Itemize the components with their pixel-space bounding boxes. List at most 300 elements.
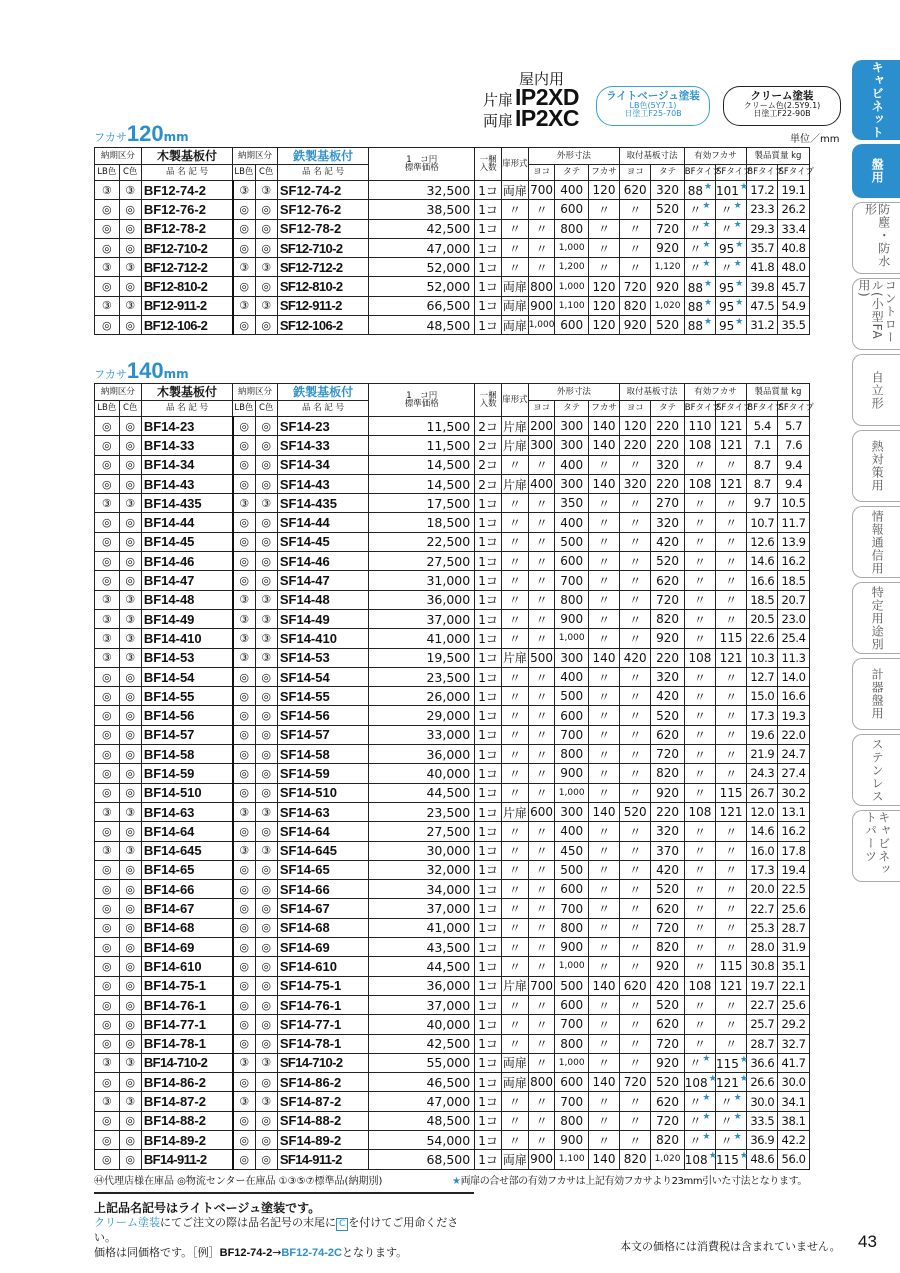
- wood-code: BF14-54: [141, 667, 232, 686]
- delivery-lb: ③: [233, 609, 255, 628]
- delivery-c: ◎: [255, 238, 277, 257]
- col-fukasa: フカサ: [588, 165, 619, 181]
- eff-depth-sf: [716, 200, 747, 219]
- outer-height: 700: [555, 1092, 588, 1111]
- outer-height: 900: [555, 938, 588, 957]
- delivery-c: ◎: [119, 219, 141, 238]
- col-steel-board: 鉄製基板付: [277, 148, 368, 165]
- weight-sf: 29.2: [778, 1015, 809, 1034]
- col-price-top: 1 コ: [406, 390, 429, 401]
- eff-depth-bf-value: 〃: [693, 747, 706, 762]
- weight-bf: 10.7: [747, 513, 778, 532]
- table-row: [95, 200, 841, 219]
- outer-depth: 〃: [588, 532, 619, 551]
- table-row: [95, 571, 841, 590]
- weight-bf: 8.7: [747, 455, 778, 474]
- delivery-c: ◎: [255, 1034, 277, 1053]
- star-icon: ★: [702, 1054, 711, 1065]
- eff-depth-sf-value: 〃: [725, 940, 738, 955]
- outer-width: 〃: [528, 860, 555, 879]
- mount-height: 720: [651, 219, 684, 238]
- delivery-lb: ◎: [233, 417, 255, 436]
- col-lb: LB色: [95, 165, 120, 181]
- mount-height: 320: [651, 513, 684, 532]
- eff-depth-sf: [716, 764, 747, 783]
- eff-depth-bf-value: 〃: [689, 241, 702, 256]
- eff-depth-bf-value: 〃: [693, 786, 706, 801]
- mount-width: 520: [620, 802, 651, 821]
- weight-sf: 38.1: [778, 1111, 809, 1130]
- eff-depth-bf: [684, 1092, 715, 1111]
- tab-2[interactable]: [852, 202, 900, 274]
- eff-depth-bf-value: 〃: [689, 260, 702, 275]
- delivery-lb: ◎: [95, 513, 120, 532]
- outer-depth: 〃: [588, 667, 619, 686]
- weight-bf: 10.3: [747, 648, 778, 667]
- door-type: 片扉: [501, 976, 528, 995]
- weight-sf: 26.2: [778, 200, 809, 219]
- steel-code: SF14-68: [277, 918, 368, 937]
- info-line-3-end: となります。: [341, 1245, 408, 1259]
- eff-depth-sf: [716, 474, 747, 493]
- outer-depth: 140: [588, 1073, 619, 1092]
- mount-height: 1,020: [651, 1150, 684, 1169]
- eff-depth-sf: [716, 494, 747, 513]
- col-sf: SFタイプ: [716, 401, 747, 417]
- eff-depth-sf: [716, 648, 747, 667]
- pack-qty: 1コ: [475, 899, 502, 918]
- price: 46,500: [369, 1073, 475, 1092]
- pack-qty: 1コ: [475, 725, 502, 744]
- door-type: 両扉: [501, 181, 528, 200]
- wood-code: BF14-911-2: [141, 1150, 232, 1169]
- mount-height: 320: [651, 181, 684, 200]
- delivery-lb: ◎: [233, 667, 255, 686]
- delivery-lb: ◎: [95, 938, 120, 957]
- steel-code: SF12-76-2: [277, 200, 368, 219]
- col-depth-eff: 有効フカサ: [684, 384, 746, 401]
- tab-3[interactable]: [852, 278, 900, 350]
- tab-label: キャビネットパーツ: [863, 811, 891, 876]
- weight-bf: 19.6: [747, 725, 778, 744]
- delivery-c: ◎: [119, 667, 141, 686]
- delivery-c: ◎: [119, 200, 141, 219]
- eff-depth-sf: [716, 277, 747, 296]
- col-bf: BFタイプ: [684, 165, 715, 181]
- delivery-c: ◎: [119, 880, 141, 899]
- wood-code: BF14-58: [141, 745, 232, 764]
- door-type: 〃: [501, 880, 528, 899]
- tab-4[interactable]: [852, 354, 900, 426]
- steel-code: SF14-410: [277, 629, 368, 648]
- weight-sf: 19.3: [778, 706, 809, 725]
- weight-bf: 12.0: [747, 802, 778, 821]
- tab-label: ステンレス: [870, 737, 885, 803]
- delivery-c: ◎: [255, 706, 277, 725]
- delivery-lb: ◎: [233, 764, 255, 783]
- outer-depth: 〃: [588, 745, 619, 764]
- eff-depth-sf: [716, 513, 747, 532]
- example-code: BF12-74-2: [219, 1246, 273, 1259]
- delivery-c: ◎: [119, 725, 141, 744]
- table-row: [95, 1053, 841, 1072]
- col-code: 品 名 記 号: [277, 165, 368, 181]
- price: 66,500: [369, 296, 475, 315]
- mount-width: 〃: [620, 219, 651, 238]
- door-type: 両扉: [501, 1073, 528, 1092]
- weight-sf: 24.7: [778, 745, 809, 764]
- door-type: 片扉: [501, 474, 528, 493]
- weight-bf: 41.8: [747, 258, 778, 277]
- outer-width: 〃: [528, 258, 555, 277]
- delivery-c: ③: [119, 648, 141, 667]
- wood-code: BF14-75-1: [141, 976, 232, 995]
- tab-7[interactable]: [852, 582, 900, 654]
- eff-depth-sf: [716, 783, 747, 802]
- steel-code: SF14-33: [277, 436, 368, 455]
- eff-depth-bf: [684, 238, 715, 257]
- delivery-c: ③: [255, 296, 277, 315]
- weight-bf: 9.7: [747, 494, 778, 513]
- eff-depth-sf-value: 〃: [725, 747, 738, 762]
- tab-1[interactable]: [852, 144, 900, 198]
- weight-sf: 18.5: [778, 571, 809, 590]
- outer-height: 800: [555, 219, 588, 238]
- eff-depth-sf: [716, 687, 747, 706]
- table-row: [95, 918, 841, 937]
- delivery-c: ◎: [255, 552, 277, 571]
- delivery-lb: ③: [95, 181, 120, 200]
- weight-bf: 28.7: [747, 1034, 778, 1053]
- eff-depth-sf: [716, 976, 747, 995]
- door-type: 〃: [501, 667, 528, 686]
- weight-sf: 17.8: [778, 841, 809, 860]
- outer-width: 〃: [528, 667, 555, 686]
- wood-code: BF14-33: [141, 436, 232, 455]
- pack-qty: 1コ: [475, 513, 502, 532]
- outer-depth: 〃: [588, 258, 619, 277]
- weight-bf: 20.0: [747, 880, 778, 899]
- steel-code: SF12-911-2: [277, 296, 368, 315]
- weight-bf: 33.5: [747, 1111, 778, 1130]
- delivery-lb: ◎: [233, 860, 255, 879]
- delivery-c: ◎: [255, 745, 277, 764]
- section-depth: 120: [126, 121, 164, 146]
- price: 36,000: [369, 590, 475, 609]
- eff-depth-bf-value: 〃: [693, 940, 706, 955]
- mount-width: 〃: [620, 1034, 651, 1053]
- col-pack-top: 一梱: [479, 390, 497, 401]
- eff-depth-sf-value: 121: [719, 438, 743, 453]
- eff-depth-sf-value: 〃: [725, 574, 738, 589]
- wood-code: BF14-86-2: [141, 1073, 232, 1092]
- door-type: 〃: [501, 918, 528, 937]
- mount-height: 220: [651, 417, 684, 436]
- weight-sf: 22.0: [778, 725, 809, 744]
- outer-depth: 〃: [588, 822, 619, 841]
- weight-sf: 30.2: [778, 783, 809, 802]
- delivery-c: ③: [119, 296, 141, 315]
- outer-depth: 〃: [588, 219, 619, 238]
- steel-code: SF14-65: [277, 860, 368, 879]
- eff-depth-sf-value: 〃: [725, 921, 738, 936]
- eff-depth-sf-value: 121: [719, 978, 743, 993]
- delivery-c: ◎: [255, 822, 277, 841]
- eff-depth-sf-value: 〃: [720, 202, 733, 217]
- steel-code: SF14-54: [277, 667, 368, 686]
- wood-code: BF14-64: [141, 822, 232, 841]
- table-row: [95, 880, 841, 899]
- eff-depth-bf-value: 〃: [693, 902, 706, 917]
- door-type: 〃: [501, 841, 528, 860]
- delivery-c: ◎: [255, 860, 277, 879]
- outer-width: 〃: [528, 938, 555, 957]
- outer-depth: 〃: [588, 687, 619, 706]
- outer-height: 300: [555, 648, 588, 667]
- series-double-prefix: 両扉: [483, 112, 514, 130]
- mount-width: 〃: [620, 1015, 651, 1034]
- price: 14,500: [369, 474, 475, 493]
- wood-code: BF14-59: [141, 764, 232, 783]
- mount-width: 〃: [620, 1053, 651, 1072]
- wood-code: BF14-63: [141, 802, 232, 821]
- outer-width: 〃: [528, 629, 555, 648]
- eff-depth-sf-value: 〃: [725, 998, 738, 1013]
- weight-sf: 28.7: [778, 918, 809, 937]
- delivery-lb: ◎: [95, 474, 120, 493]
- tab-label: 自立形: [870, 370, 885, 410]
- eff-depth-bf-value: 110: [688, 419, 712, 434]
- eff-depth-bf-value: 〃: [689, 1056, 702, 1071]
- pack-qty: 1コ: [475, 995, 502, 1014]
- col-wood-board: 木製基板付: [141, 384, 232, 401]
- tab-9[interactable]: [852, 734, 900, 806]
- steel-code: SF14-75-1: [277, 976, 368, 995]
- door-type: 〃: [501, 995, 528, 1014]
- door-type: 〃: [501, 860, 528, 879]
- wood-code: BF14-43: [141, 474, 232, 493]
- star-icon: ★: [702, 200, 711, 211]
- eff-depth-sf-value: 〃: [725, 882, 738, 897]
- mount-height: 820: [651, 609, 684, 628]
- eff-depth-sf: [716, 552, 747, 571]
- steel-code: SF14-510: [277, 783, 368, 802]
- col-price-unit: 円: [428, 390, 438, 401]
- eff-depth-sf: [716, 238, 747, 257]
- weight-sf: 14.0: [778, 667, 809, 686]
- star-icon: ★: [708, 1151, 717, 1162]
- door-type: 両扉: [501, 277, 528, 296]
- delivery-lb: ③: [233, 494, 255, 513]
- delivery-c: ◎: [119, 783, 141, 802]
- weight-bf: 19.7: [747, 976, 778, 995]
- outer-depth: 120: [588, 181, 619, 200]
- delivery-c: ③: [255, 258, 277, 277]
- mount-height: 220: [651, 802, 684, 821]
- price: 54,000: [369, 1130, 475, 1149]
- outer-depth: 〃: [588, 995, 619, 1014]
- eff-depth-bf: [684, 181, 715, 200]
- delivery-lb: ◎: [233, 277, 255, 296]
- delivery-lb: ◎: [233, 238, 255, 257]
- steel-code: SF14-58: [277, 745, 368, 764]
- eff-depth-sf: [716, 436, 747, 455]
- weight-sf: 35.1: [778, 957, 809, 976]
- eff-depth-bf-value: 〃: [693, 593, 706, 608]
- wood-code: BF14-67: [141, 899, 232, 918]
- outer-width: 〃: [528, 1092, 555, 1111]
- outer-width: 〃: [528, 957, 555, 976]
- steel-code: SF14-76-1: [277, 995, 368, 1014]
- steel-code: SF12-712-2: [277, 258, 368, 277]
- table-row: [95, 316, 841, 335]
- steel-code: SF12-74-2: [277, 181, 368, 200]
- outer-depth: 〃: [588, 957, 619, 976]
- delivery-lb: ◎: [95, 417, 120, 436]
- delivery-c: ◎: [255, 725, 277, 744]
- mount-height: 270: [651, 494, 684, 513]
- wood-code: BF12-810-2: [141, 277, 232, 296]
- price: 32,000: [369, 860, 475, 879]
- outer-height: 400: [555, 455, 588, 474]
- delivery-lb: ③: [233, 258, 255, 277]
- eff-depth-sf: [716, 296, 747, 315]
- col-pack-top: 一梱: [479, 154, 497, 165]
- outer-depth: 〃: [588, 629, 619, 648]
- outer-width: 〃: [528, 706, 555, 725]
- wood-code: BF14-46: [141, 552, 232, 571]
- eff-depth-bf: [684, 513, 715, 532]
- delivery-lb: ◎: [95, 880, 120, 899]
- outer-width: 〃: [528, 219, 555, 238]
- mount-width: 〃: [620, 258, 651, 277]
- spec-table-120: [94, 147, 841, 335]
- section-label: フカサ: [94, 368, 127, 381]
- series-single-prefix: 片扉: [483, 91, 514, 109]
- eff-depth-sf: [716, 629, 747, 648]
- price: 48,500: [369, 316, 475, 335]
- outer-height: 700: [555, 571, 588, 590]
- delivery-c: ◎: [255, 899, 277, 918]
- mount-height: 720: [651, 1034, 684, 1053]
- door-type: 〃: [501, 822, 528, 841]
- c-suffix-badge: C: [336, 1218, 348, 1230]
- table-row: [95, 1092, 841, 1111]
- tab-5[interactable]: [852, 430, 900, 502]
- delivery-lb: ◎: [95, 687, 120, 706]
- tax-note: 本文の価格には消費税は含まれていません。: [620, 1240, 841, 1253]
- pack-qty: 1コ: [475, 687, 502, 706]
- weight-sf: 31.9: [778, 938, 809, 957]
- eff-depth-bf: [684, 436, 715, 455]
- delivery-lb: ③: [233, 296, 255, 315]
- eff-depth-sf: [716, 1150, 747, 1169]
- delivery-lb: ◎: [233, 745, 255, 764]
- outer-depth: 〃: [588, 725, 619, 744]
- outer-height: 600: [555, 200, 588, 219]
- delivery-c: ③: [119, 494, 141, 513]
- outer-height: 500: [555, 532, 588, 551]
- table-row: [95, 745, 841, 764]
- mount-width: 〃: [620, 841, 651, 860]
- outer-width: 〃: [528, 238, 555, 257]
- steel-code: SF14-86-2: [277, 1073, 368, 1092]
- outer-depth: 140: [588, 474, 619, 493]
- door-type: 〃: [501, 590, 528, 609]
- delivery-c: ◎: [255, 316, 277, 335]
- eff-depth-sf-value: 〃: [720, 260, 733, 275]
- tab-10[interactable]: [852, 810, 900, 882]
- delivery-c: ◎: [255, 571, 277, 590]
- eff-depth-bf-value: 108: [688, 650, 712, 665]
- delivery-c: ◎: [119, 417, 141, 436]
- delivery-lb: ③: [95, 590, 120, 609]
- weight-sf: 48.0: [778, 258, 809, 277]
- mount-height: 420: [651, 532, 684, 551]
- mount-height: 370: [651, 841, 684, 860]
- col-fukasa: フカサ: [588, 401, 619, 417]
- outer-width: 〃: [528, 1130, 555, 1149]
- eff-depth-bf-value: 〃: [693, 574, 706, 589]
- door-type: 両扉: [501, 296, 528, 315]
- delivery-c: ◎: [255, 667, 277, 686]
- delivery-lb: ◎: [233, 436, 255, 455]
- outer-height: 1,000: [555, 238, 588, 257]
- outer-height: 400: [555, 667, 588, 686]
- col-delivery: 納期区分: [95, 384, 142, 401]
- delivery-lb: ◎: [233, 571, 255, 590]
- delivery-lb: ◎: [233, 899, 255, 918]
- mount-width: 〃: [620, 494, 651, 513]
- weight-bf: 16.6: [747, 571, 778, 590]
- steel-code: SF14-53: [277, 648, 368, 667]
- mount-width: 320: [620, 474, 651, 493]
- delivery-lb: ◎: [95, 219, 120, 238]
- delivery-lb: ◎: [233, 783, 255, 802]
- delivery-c: ◎: [255, 1015, 277, 1034]
- mount-height: 720: [651, 1111, 684, 1130]
- tab-label: 熱対策用: [870, 440, 885, 492]
- wood-code: BF14-23: [141, 417, 232, 436]
- price: 44,500: [369, 957, 475, 976]
- pack-qty: 1コ: [475, 609, 502, 628]
- mount-height: 320: [651, 455, 684, 474]
- pack-qty: 1コ: [475, 258, 502, 277]
- eff-depth-sf-value: 〃: [720, 222, 733, 237]
- eff-depth-sf-value: 〃: [725, 863, 738, 878]
- eff-depth-sf: [716, 181, 747, 200]
- outer-depth: 140: [588, 1150, 619, 1169]
- col-code: 品 名 記 号: [277, 401, 368, 417]
- door-type: 〃: [501, 258, 528, 277]
- col-price: [369, 384, 475, 417]
- tab-6[interactable]: [852, 506, 900, 578]
- door-type: 片扉: [501, 417, 528, 436]
- tab-0[interactable]: [852, 60, 900, 140]
- eff-depth-bf: [684, 474, 715, 493]
- delivery-lb: ◎: [95, 277, 120, 296]
- weight-bf: 30.8: [747, 957, 778, 976]
- delivery-c: ◎: [119, 706, 141, 725]
- col-delivery: 納期区分: [233, 384, 278, 401]
- section-depth: 140: [126, 358, 164, 383]
- eff-depth-sf: [716, 1034, 747, 1053]
- steel-code: SF14-23: [277, 417, 368, 436]
- wood-code: BF14-45: [141, 532, 232, 551]
- tab-8[interactable]: [852, 658, 900, 730]
- delivery-lb: ◎: [95, 455, 120, 474]
- eff-depth-bf-value: 〃: [693, 844, 706, 859]
